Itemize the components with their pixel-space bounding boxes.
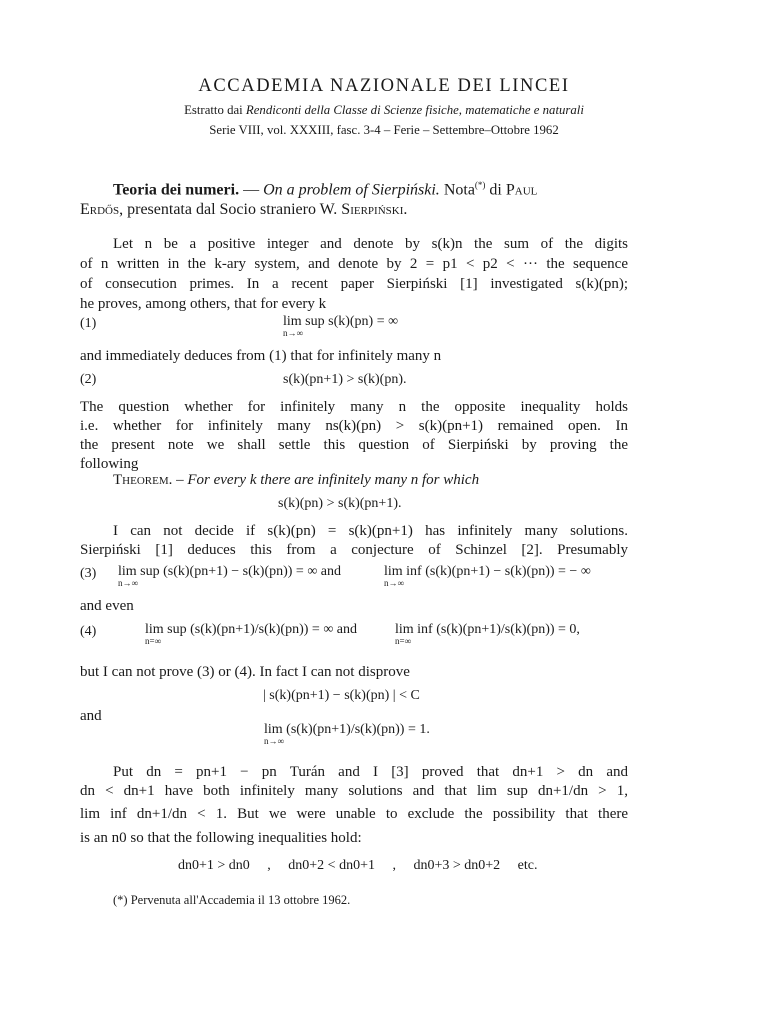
p3-line2: i.e. whether for infinitely many ns(k)(pn) > s(k)(pn+1) remained open. In [80, 418, 628, 434]
eq1-formula: lim sup s(k)(pn) = ∞ [283, 314, 399, 329]
academy-title: ACCADEMIA NAZIONALE DEI LINCEI [198, 76, 570, 96]
p4-line1: I can not decide if s(k)(pn) = s(k)(pn+1) has infinitely many solutions. [113, 523, 628, 539]
author-last: Erdős [80, 201, 120, 218]
p3-line1: The question whether for infinitely many n the opposite inequality holds [80, 399, 628, 415]
nota-label: Nota [439, 181, 475, 199]
eq3-part-a [118, 564, 341, 588]
extract-journal: Rendiconti della Classe di Scienze fisiche, matematiche e naturali [245, 103, 584, 117]
p1-line1: Let n be a positive integer and denote by s(k)n the sum of the digits [113, 236, 628, 252]
p2: and immediately deduces from (1) that for infinitely many n [80, 348, 442, 364]
title-dash: — [239, 181, 264, 199]
p8-line3: lim inf dn+1/dn < 1. But we were unable to exclude the possibility that there [80, 806, 628, 822]
p3-line3: the present note we shall settle this question of Sierpiński by proving the [80, 437, 628, 453]
eq3-formula-a: lim sup (s(k)(pn+1) − s(k)(pn)) = ∞ and [118, 564, 342, 579]
eq4-formula-b: lim inf (s(k)(pn+1)/s(k)(pn)) = 0, [395, 622, 580, 637]
eq1 [283, 314, 398, 338]
p8-line2: dn < dn+1 have both infinitely many solutions and that lim sup dn+1/dn > 1, [80, 783, 628, 799]
theorem-label: Theorem. [113, 472, 173, 488]
p1-line3: of consecution primes. In a recent paper Sierpiński [1] investigated s(k)(pn); [80, 276, 628, 292]
footnote: (*) Pervenuta all'Accademia il 13 ottobre 1962. [113, 893, 351, 907]
p1-line4: he proves, among others, that for every k [80, 296, 327, 312]
eq4-subscript-a: n=∞ [145, 636, 161, 646]
eq3-formula-b: lim inf (s(k)(pn+1) − s(k)(pn)) = − ∞ [384, 564, 591, 579]
eq4-number: (4) [80, 624, 97, 639]
p8-line1: Put dn = pn+1 − pn Turán and I [3] proved that dn+1 > dn and [113, 764, 628, 780]
p3-line4: following [80, 456, 139, 472]
eq6-formula: lim (s(k)(pn+1)/s(k)(pn)) = 1. [264, 722, 430, 737]
eq6 [264, 722, 430, 746]
theorem-text: – For every k there are infinitely many n for which [172, 472, 480, 488]
eq1-number: (1) [80, 316, 97, 331]
eq4-part-b [395, 622, 580, 646]
nota-mark: (*) [474, 180, 486, 190]
eq7: dn0+1 > dn0 , dn0+2 < dn0+1 , dn0+3 > dn0+2 etc. [178, 858, 538, 873]
eq3-subscript-b: n→∞ [384, 578, 404, 588]
eq4-part-a [145, 622, 357, 646]
presenter-name: Sierpiński. [341, 201, 408, 218]
eq2: s(k)(pn+1) > s(k)(pn). [283, 372, 407, 387]
eq4-formula-a: lim sup (s(k)(pn+1)/s(k)(pn)) = ∞ and [145, 622, 358, 637]
eq3-number: (3) [80, 566, 97, 581]
eq4-subscript-b: n=∞ [395, 636, 411, 646]
article-heading-line1 [113, 180, 537, 199]
p7: and [80, 708, 102, 724]
p5: and even [80, 598, 134, 614]
p4-line2: Sierpiński [1] deduces this from a conjecture of Schinzel [2]. Presumably [80, 542, 628, 558]
eq3-part-b [384, 564, 591, 588]
author-first: Paul [505, 181, 538, 199]
theorem-formula: s(k)(pn) > s(k)(pn+1). [278, 496, 402, 511]
p6: but I can not prove (3) or (4). In fact I can not disprove [80, 664, 410, 680]
eq2-number: (2) [80, 372, 97, 387]
presented-by: , presentata dal Socio straniero W. [119, 201, 342, 218]
p1-line2: of n written in the k-ary system, and denote by 2 = p1 < p2 < ··· the sequence [80, 256, 628, 272]
article-title: On a problem of Sierpiński. [263, 181, 440, 199]
eq3-subscript-a: n→∞ [118, 578, 138, 588]
eq5: | s(k)(pn+1) − s(k)(pn) | < C [263, 688, 420, 703]
extract-prefix: Estratto dai [184, 103, 246, 117]
extract-line [0, 103, 768, 118]
article-heading-line2 [80, 201, 407, 219]
eq1-subscript: n→∞ [283, 328, 303, 338]
eq6-subscript: n→∞ [264, 736, 284, 746]
theorem [113, 472, 479, 489]
p8-line4: is an n0 so that the following inequalities hold: [80, 830, 362, 846]
di-label: di [485, 181, 506, 199]
section-label: Teoria dei numeri. [113, 181, 240, 199]
series-line: Serie VIII, vol. XXXIII, fasc. 3-4 – Ferie – Settembre–Ottobre 1962 [209, 123, 559, 137]
